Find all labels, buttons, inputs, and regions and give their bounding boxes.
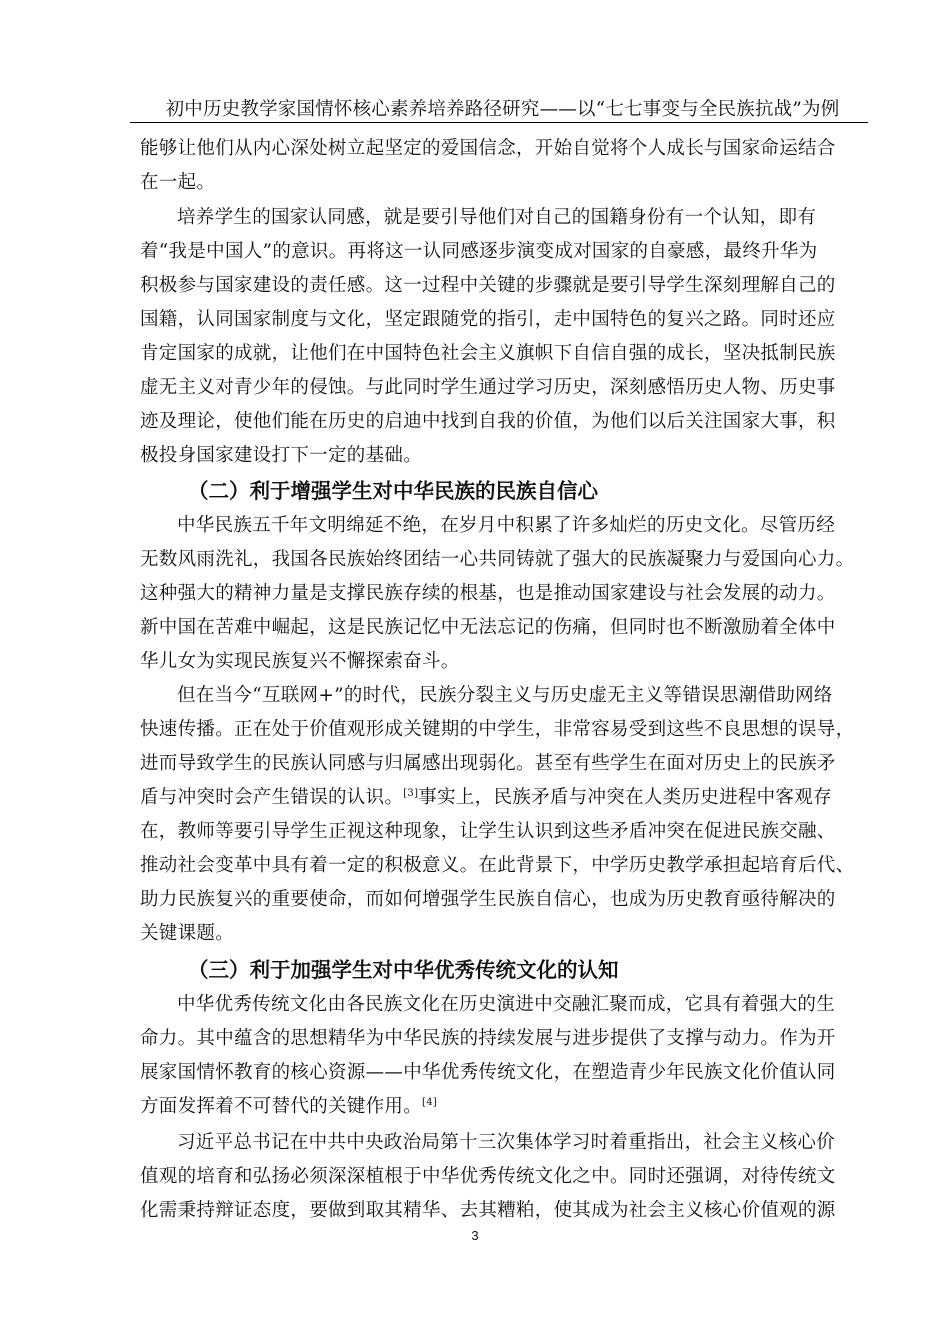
text-line: 快速传播。正在处于价值观形成关键期的中学生，非常容易受到这些不良思想的误导， [140, 719, 855, 740]
text-line: 但在当今“互联网+”的时代，民族分裂主义与历史虚无主义等错误思潮借助网络 [177, 685, 833, 706]
text-line: 能够让他们从内心深处树立起坚定的爱国信念，开始自觉将个人成长与国家命运结合 [140, 138, 836, 159]
text-line: 中华优秀传统文化由各民族文化在历史演进中交融汇聚而成，它具有着强大的生 [177, 994, 836, 1015]
citation-ref: [3] [403, 788, 419, 799]
citation-ref: [4] [422, 1097, 438, 1108]
section-heading: （二）利于增强学生对中华民族的民族自信心 [188, 479, 598, 503]
text-line: 中华民族五千年文明绵延不绝，在岁月中积累了许多灿烂的历史文化。尽管历经 [177, 515, 836, 536]
text-line [140, 1092, 437, 1118]
text-line: 华儿女为实现民族复兴不懈探索奋斗。 [140, 651, 460, 672]
text-line: 培养学生的国家认同感，就是要引导他们对自己的国籍身份有一个认知，即有 [177, 207, 817, 228]
text-line: 肯定国家的成就，让他们在中国特色社会主义旗帜下自信自强的成长，坚决抵制民族 [140, 343, 836, 364]
text-line: 新中国在苦难中崛起，这是民族记忆中无法忘记的伤痛，但同时也不断激励着全体中 [140, 617, 836, 638]
text-line: 关键课题。 [140, 923, 235, 944]
text-line: 化需秉持辩证态度，要做到取其精华、去其糟粕，使其成为社会主义核心价值观的源 [140, 1200, 836, 1221]
section-heading: （三）利于加强学生对中华优秀传统文化的认知 [188, 958, 619, 982]
text-line: 虚无主义对青少年的侵蚀。与此同时学生通过学习历史，深刻感悟历史人物、历史事 [140, 377, 836, 398]
text-line: 无数风雨洗礼，我国各民族始终团结一心共同铸就了强大的民族凝聚力与爱国向心力。 [140, 549, 855, 570]
text-line: 习近平总书记在中共中央政治局第十三次集体学习时着重指出，社会主义核心价 [177, 1132, 836, 1153]
text-line: 积极参与国家建设的责任感。这一过程中关键的步骤就是要引导学生深刻理解自己的 [140, 275, 836, 296]
text-line: 展家国情怀教育的核心资源——中华优秀传统文化，在塑造青少年民族文化价值认同 [140, 1062, 836, 1083]
text-line: 助力民族复兴的重要使命，而如何增强学生民族自信心，也成为历史教育亟待解决的 [140, 889, 836, 910]
text-segment: 方面发挥着不可替代的关键作用。 [140, 1096, 423, 1117]
text-line: 值观的培育和弘扬必须深深植根于中华优秀传统文化之中。同时还强调，对待传统文 [140, 1166, 836, 1187]
header-rule [130, 122, 868, 123]
text-line [140, 783, 832, 809]
text-line: 迹及理论，使他们能在历史的启迪中找到自我的价值，为他们以后关注国家大事，积 [140, 411, 836, 432]
text-line: 这种强大的精神力量是支撑民族存续的根基，也是推动国家建设与社会发展的动力。 [140, 583, 836, 604]
text-line: 进而导致学生的民族认同感与归属感出现弱化。甚至有些学生在面对历史上的民族矛 [140, 753, 836, 774]
text-line: 在，教师等要引导学生正视这种现象，让学生认识到这些矛盾冲突在促进民族交融、 [140, 821, 836, 842]
page-number: 3 [471, 1228, 479, 1243]
text-line: 国籍，认同国家制度与文化，坚定跟随党的指引，走中国特色的复兴之路。同时还应 [140, 309, 836, 330]
text-line: 极投身国家建设打下一定的基础。 [140, 445, 423, 466]
text-line: 在一起。 [140, 172, 216, 193]
text-line: 推动社会变革中具有着一定的积极意义。在此背景下，中学历史教学承担起培育后代、 [140, 855, 855, 876]
running-header: 初中历史教学家国情怀核心素养培养路径研究——以“七七事变与全民族抗战”为例 [165, 99, 840, 120]
text-line: 命力。其中蕴含的思想精华为中华民族的持续发展与进步提供了支撑与动力。作为开 [140, 1028, 836, 1049]
text-line: 着“我是中国人”的意识。再将这一认同感逐步演变成对国家的自豪感，最终升华为 [140, 241, 818, 262]
text-segment: 盾与冲突时会产生错误的认识。 [140, 787, 404, 808]
text-segment: 事实上，民族矛盾与冲突在人类历史进程中客观存 [418, 787, 832, 808]
